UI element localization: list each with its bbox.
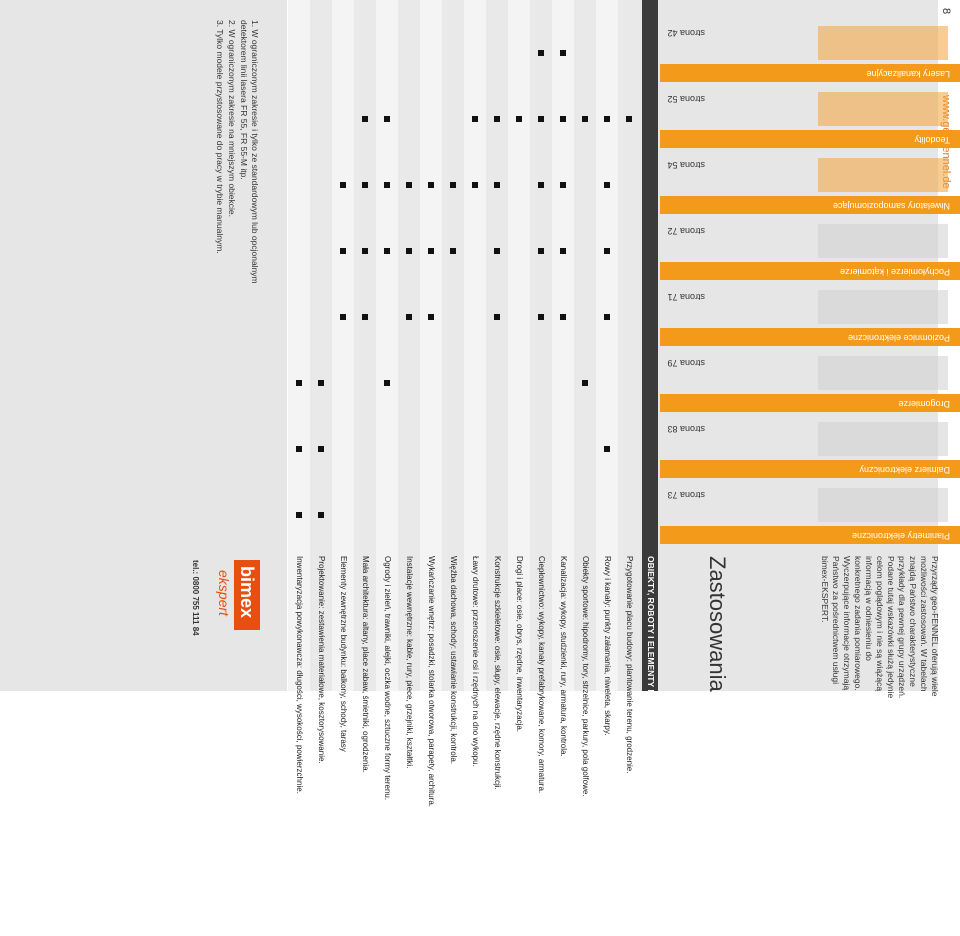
product-page: strona 54 — [667, 160, 705, 170]
product-name: Planimetry elektroniczne — [851, 531, 950, 541]
table-mark — [362, 182, 368, 188]
table-mark — [604, 182, 610, 188]
application-text: Przygotowanie placu budowy: plantowanie terenu, grodzenie. — [625, 556, 634, 774]
product-name: Teodolity — [914, 135, 950, 145]
table-mark — [384, 380, 390, 386]
product-image — [818, 26, 948, 60]
application-text: Projektowanie: zestawienia materiałowe, kosztorysowanie. — [317, 556, 326, 764]
application-text: Wykańczanie wnętrz: posadzki, stolarka otworowa, parapety, architura. — [427, 556, 436, 808]
table-row — [353, 0, 376, 773]
table-mark — [560, 50, 566, 56]
product-page: strona 79 — [667, 358, 705, 368]
product-page: strona 73 — [667, 490, 705, 500]
product-name: Niwelatory samopoziomujące — [832, 201, 950, 211]
product-image — [818, 422, 948, 456]
product-row — [660, 416, 960, 482]
table-mark — [516, 116, 522, 122]
table-row — [595, 0, 618, 736]
application-text: Mała architektura: altany, place zabaw, śmietniki, ogrodzenia. — [361, 556, 370, 773]
table-mark — [604, 446, 610, 452]
table-row — [617, 0, 640, 774]
product-page: strona 52 — [667, 94, 705, 104]
table-mark — [450, 248, 456, 254]
table-row — [397, 0, 420, 769]
table-mark — [406, 182, 412, 188]
product-image — [818, 356, 948, 390]
table-mark — [450, 182, 456, 188]
table-row — [375, 0, 398, 801]
table-mark — [538, 50, 544, 56]
footnotes — [213, 20, 260, 320]
product-row — [660, 152, 960, 218]
application-text: Więźba dachowa, schody: ustawianie konstrukcji, kontrola. — [449, 556, 458, 765]
footnote: 1. W ograniczonym zakresie i tylko ze standardowym lub opcjonalnym detektorem linii lasera FR 55, FR 55-M itp. — [239, 20, 260, 284]
table-mark — [604, 116, 610, 122]
footnote: 3. Tylko modele przystosowane do pracy w trybie manualnym. — [215, 20, 225, 254]
application-text: Kanalizacja: wykopy, studzienki, rury, armatura, kontrola. — [559, 556, 568, 757]
table-row — [551, 0, 574, 757]
table-mark — [582, 116, 588, 122]
table-header: OBIEKTY, ROBOTY I ELEMENTY DO WYKONANIA — [646, 556, 656, 758]
table-row — [331, 0, 354, 752]
table-row — [419, 0, 442, 808]
product-name: Poziomnice elektroniczne — [847, 333, 950, 343]
table-mark — [428, 182, 434, 188]
table-mark — [384, 248, 390, 254]
table-mark — [384, 182, 390, 188]
product-row — [660, 218, 960, 284]
table-mark — [560, 314, 566, 320]
table-mark — [604, 314, 610, 320]
table-mark — [582, 380, 588, 386]
application-text: Drogi i place: osie, obrys, rzędne, inwentaryzacja. — [515, 556, 524, 733]
table-mark — [494, 182, 500, 188]
product-page: strona 83 — [667, 424, 705, 434]
product-name: Lasery kanalizacyjne — [866, 69, 950, 79]
table-mark — [428, 314, 434, 320]
table-mark — [384, 116, 390, 122]
table-mark — [340, 314, 346, 320]
table-mark — [538, 182, 544, 188]
product-row — [660, 86, 960, 152]
product-image — [818, 158, 948, 192]
table-mark — [494, 248, 500, 254]
table-mark — [296, 380, 302, 386]
table-mark — [362, 248, 368, 254]
page-number: 8 — [940, 8, 952, 15]
table-mark — [538, 248, 544, 254]
application-text: Rowy i kanały: punkty załamania, niweleta, skarpy. — [603, 556, 612, 736]
table-row — [309, 0, 332, 764]
table-mark — [340, 182, 346, 188]
application-text: Instalacje wewnętrzne: kable, rury, piece, grzejniki, kształtki. — [405, 556, 414, 769]
intro-text: Przyrządy geo-FENNEL oferują wiele możliwości zastosowań. W tabelach znajdą Państwo charakterystyczne przykłady dla pewnej grupy urządzeń. Podane tutaj wskazówki służą jedynie celom poglądowym i nie są wiążącą informacją w odniesieniu do konkretnego zadania pomiarowego. Wyczerpujące informacje otrzymają Państwo za pośrednictwem usługi bimex-EKSPERT. — [820, 556, 940, 699]
table-mark — [560, 116, 566, 122]
logo-brand: bimex — [237, 566, 257, 619]
table-row — [529, 0, 552, 794]
table-row — [507, 0, 530, 733]
table-mark — [560, 248, 566, 254]
product-name: Dalmierz elektroniczny — [859, 465, 950, 475]
table-row — [287, 0, 310, 794]
table-row — [573, 0, 596, 797]
product-page: strona 71 — [667, 292, 705, 302]
table-mark — [428, 248, 434, 254]
application-text: Ogrody i zieleń, trawniki, alejki, oczka wodne, sztuczne formy terenu. — [383, 556, 392, 801]
table-row — [441, 0, 464, 765]
table-mark — [626, 116, 632, 122]
table-row — [463, 0, 486, 767]
page-title: Zastosowania — [705, 556, 730, 692]
table-mark — [406, 248, 412, 254]
product-row — [660, 350, 960, 416]
table-mark — [362, 314, 368, 320]
product-name: Pochyłomierze i kątomierze — [839, 267, 950, 277]
table-row — [485, 0, 508, 790]
application-text: Inwentaryzacja powykonawcza: długości, wysokości, powierzchnie. — [295, 556, 304, 794]
application-text: Elementy zewnętrzne budynku: balkony, schody, tarasy — [339, 556, 348, 752]
product-image — [818, 224, 948, 258]
table-mark — [362, 116, 368, 122]
table-mark — [604, 248, 610, 254]
table-mark — [472, 116, 478, 122]
table-mark — [494, 116, 500, 122]
footnote: 2. W ograniczonym zakresie na mniejszym obiekcie. — [227, 20, 237, 217]
table-mark — [296, 512, 302, 518]
product-row — [660, 482, 960, 548]
product-page: strona 72 — [667, 226, 705, 236]
product-image — [818, 92, 948, 126]
product-image — [818, 488, 948, 522]
table-mark — [538, 314, 544, 320]
product-image — [818, 290, 948, 324]
application-text: Obiekty sportowe: hipodromy, tory, strzelnice, parkury, pola golfowe. — [581, 556, 590, 797]
product-name: Drogomierze — [898, 399, 950, 409]
table-mark — [560, 182, 566, 188]
table-mark — [538, 116, 544, 122]
table-mark — [296, 446, 302, 452]
application-text: Konstrukcje szkieletowe: osie, słupy, elewacje, rzędne konstrukcji. — [493, 556, 502, 790]
table-mark — [340, 248, 346, 254]
table-mark — [318, 380, 324, 386]
table-mark — [318, 446, 324, 452]
product-row — [660, 284, 960, 350]
application-text: Ciepłownictwo: wykopy, kanały prefabrykowane, komory, armatura. — [537, 556, 546, 794]
application-text: Ławy drutowe: przenoszenie osi i rzędnych na dno wykopu. — [471, 556, 480, 767]
logo-tel: tel.: 0800 755 111 84 — [191, 560, 200, 636]
product-page: strona 42 — [667, 28, 705, 38]
logo-sub: ekspert — [216, 570, 232, 616]
product-row — [660, 20, 960, 86]
table-mark — [318, 512, 324, 518]
table-mark — [472, 182, 478, 188]
table-mark — [406, 314, 412, 320]
table-mark — [494, 314, 500, 320]
